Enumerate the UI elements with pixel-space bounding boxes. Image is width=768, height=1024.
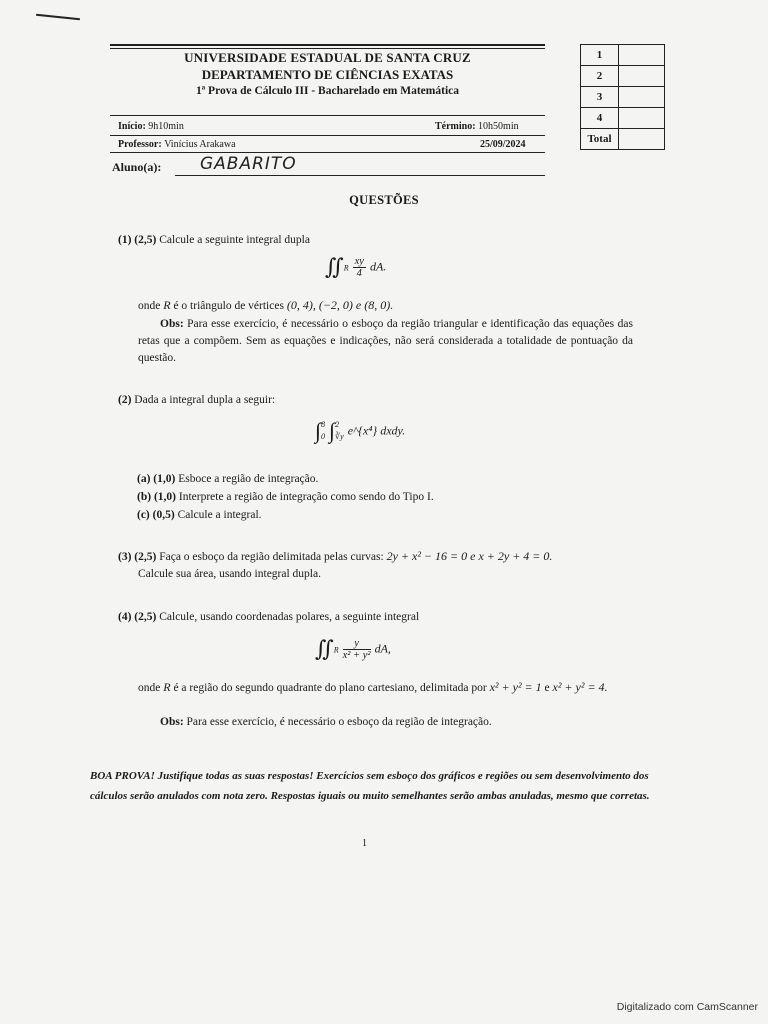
exam-date: 25/09/2024 bbox=[480, 139, 526, 150]
score-row bbox=[581, 66, 665, 87]
question-2-item-b: (b) (1,0) Interprete a região de integração como sendo do Tipo I. bbox=[137, 491, 434, 503]
section-title: QUESTÕES bbox=[349, 193, 419, 207]
score-cell bbox=[619, 87, 665, 108]
question-2-item-a: (a) (1,0) Esboce a região de integração. bbox=[137, 473, 319, 485]
q4-region-symbol: R bbox=[333, 645, 339, 655]
page-mark: 1 bbox=[362, 838, 367, 849]
score-row bbox=[581, 87, 665, 108]
question-3-statement: (3) (2,5) Faça o esboço da região delimitada pelas curvas: 2y + x² − 16 = 0 e x + 2y + 4 = 0. bbox=[118, 549, 553, 563]
score-row-label: 2 bbox=[581, 66, 619, 87]
score-row-label: 3 bbox=[581, 87, 619, 108]
question-2-item-c: (c) (0,5) Calcule a integral. bbox=[137, 509, 262, 521]
score-row-label: 1 bbox=[581, 45, 619, 66]
question-2-statement: (2) Dada a integral dupla a seguir: bbox=[118, 394, 276, 406]
header-rule-2 bbox=[110, 135, 545, 136]
start-time: Início: 9h10min bbox=[118, 121, 184, 132]
scanner-watermark: Digitalizado com CamScanner bbox=[616, 1001, 758, 1013]
score-row-label: Total bbox=[581, 129, 619, 150]
header-top-rule-thin bbox=[110, 48, 545, 49]
score-cell bbox=[619, 66, 665, 87]
student-name-handwritten: GABARITO bbox=[200, 154, 297, 174]
score-cell bbox=[619, 108, 665, 129]
question-4-statement: (4) (2,5) Calcule, usando coordenadas polares, a seguinte integral bbox=[118, 611, 420, 623]
score-row bbox=[581, 108, 665, 129]
q1-region-symbol: R bbox=[343, 263, 349, 273]
score-cell bbox=[619, 45, 665, 66]
closing-instructions: BOA PROVA! Justifique todas as suas respostas! Exercícios sem esboço dos gráficos e regiões ou sem desenvolvimento dos cálculos serão anulados com nota zero. Respostas iguais ou muito semelhantes serão ambas anuladas, mesmo que corretas. bbox=[90, 770, 650, 802]
score-cell bbox=[619, 129, 665, 150]
score-row-label: 4 bbox=[581, 108, 619, 129]
question-4-integral: ∬R $\frac{y}{\text{x² + y²}}$ dA, bbox=[315, 636, 391, 661]
q1-fraction: $\frac{xy}{4}$ bbox=[354, 255, 364, 279]
question-1-statement: (1) (2,5) Calcule a seguinte integral dupla bbox=[118, 234, 310, 246]
student-label: Aluno(a): bbox=[112, 160, 162, 174]
question-1-region: onde R é o triângulo de vértices (0, 4), (−2, 0) e (8, 0). bbox=[138, 298, 394, 312]
question-4-obs: Obs: Para esse exercício, é necessário o esboço da região de integração. bbox=[160, 716, 492, 728]
professor: Professor: Vinícius Arakawa bbox=[118, 139, 236, 150]
question-4-region: onde R é a região do segundo quadrante do plano cartesiano, delimitada por x² + y² = 1 e x² + y² = 4. bbox=[138, 680, 608, 694]
question-2-items bbox=[137, 470, 434, 524]
student-name-line bbox=[175, 175, 545, 176]
score-table bbox=[580, 44, 665, 150]
q4-fraction: $\frac{y}{\text{x² + y²}}$ bbox=[342, 637, 371, 661]
score-row bbox=[581, 45, 665, 66]
end-time: Término: 10h50min bbox=[435, 121, 519, 132]
question-3-area: Calcule sua área, usando integral dupla. bbox=[138, 568, 321, 580]
question-2-integral: ∫8 0 ∫2 ∛y e^{x⁴} dxdy. bbox=[315, 418, 406, 443]
pen-stroke-mark bbox=[36, 14, 80, 21]
score-row bbox=[581, 129, 665, 150]
header-rule-3 bbox=[110, 152, 545, 153]
university-name: UNIVERSIDADE ESTADUAL DE SANTA CRUZ bbox=[184, 50, 471, 65]
department-name: DEPARTAMENTO DE CIÊNCIAS EXATAS bbox=[201, 67, 454, 82]
question-1-integral: ∬R $\frac{xy}{4}$ dA. bbox=[325, 254, 387, 279]
header-top-rule bbox=[110, 44, 545, 46]
header-rule-1 bbox=[110, 115, 545, 116]
question-1-obs: Obs: Para esse exercício, é necessário o esboço da região triangular e identificação das equações das retas que a compõem. Sem as equações e indicações, não será considerada a totalidade de pontuação da questão. bbox=[138, 318, 633, 364]
exam-title: 1ª Prova de Cálculo III - Bacharelado em Matemática bbox=[195, 85, 459, 97]
